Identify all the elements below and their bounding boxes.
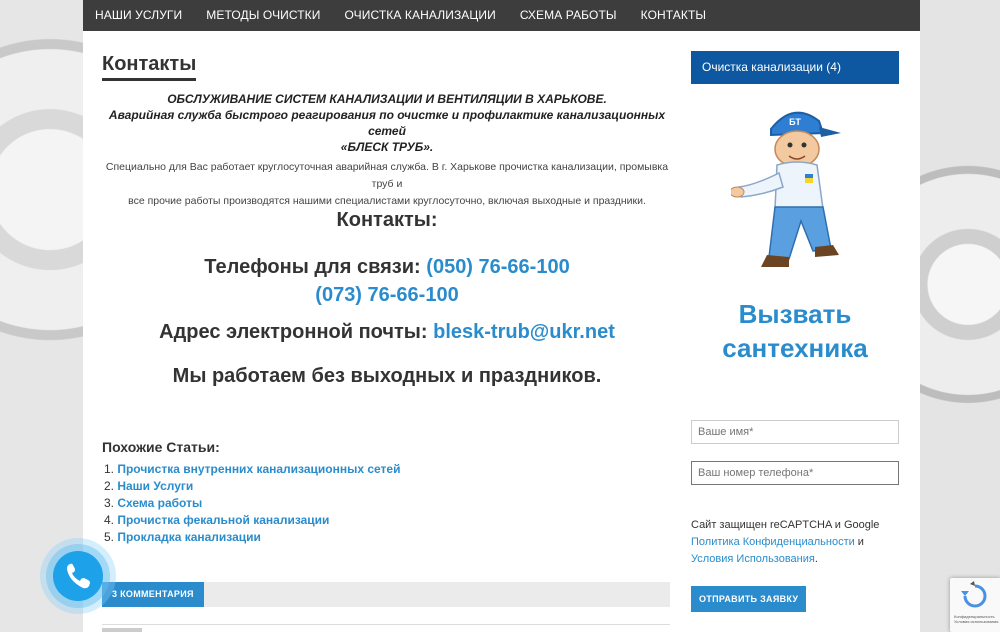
recaptcha-terms-text: Условия использования xyxy=(954,619,999,624)
call-line-1: Вызвать xyxy=(738,299,852,329)
page-title: Контакты xyxy=(102,53,196,81)
intro-line-3: «БЛЕСК ТРУБ». xyxy=(340,140,434,154)
related-articles-title: Похожие Статьи: xyxy=(102,439,220,455)
and-text: и xyxy=(854,536,864,548)
nav-item-methods[interactable]: МЕТОДЫ ОЧИСТКИ xyxy=(206,8,321,22)
call-button-core xyxy=(53,551,103,601)
phone-link-2[interactable]: (073) 76-66-100 xyxy=(315,284,459,306)
related-link[interactable]: Схема работы xyxy=(117,496,203,510)
call-button[interactable] xyxy=(40,538,116,614)
phone-input[interactable] xyxy=(691,461,899,485)
related-link[interactable]: Наши Услуги xyxy=(117,479,194,493)
plumber-mascot-image xyxy=(731,99,861,279)
email-link[interactable]: blesk-trub@ukr.net xyxy=(433,321,615,343)
intro-line-2: Аварийная служба быстрого реагирования по очистке и профилактике канализационных сетей xyxy=(108,108,666,138)
name-input[interactable] xyxy=(691,420,899,444)
call-line-2: сантехника xyxy=(722,333,868,363)
top-navigation xyxy=(83,0,920,31)
phones-block xyxy=(102,253,672,309)
background-right xyxy=(920,0,1000,632)
comments-tab[interactable]: 3 КОММЕНТАРИЯ xyxy=(102,582,204,607)
email-block xyxy=(102,321,672,344)
phone-link-1[interactable]: (050) 76-66-100 xyxy=(426,256,570,278)
list-item: 5. Прокладка канализации xyxy=(104,530,261,544)
recaptcha-badge[interactable] xyxy=(950,578,1000,632)
divider xyxy=(102,624,670,625)
email-label: Адрес электронной почты: xyxy=(159,321,428,343)
recaptcha-icon xyxy=(950,578,1000,614)
related-articles-list xyxy=(104,461,400,546)
nav-item-workflow[interactable]: СХЕМА РАБОТЫ xyxy=(519,8,617,22)
workdays-text: Мы работаем без выходных и праздников. xyxy=(172,365,602,387)
contacts-heading: Контакты: xyxy=(336,209,438,231)
related-link[interactable]: Прочистка внутренних канализационных сетей xyxy=(117,462,401,476)
related-link[interactable]: Прокладка канализации xyxy=(117,530,261,544)
intro-text-line-1: Специально для Вас работает круглосуточная аварийная служба. В г. Харькове прочистка канализации, промывка труб и xyxy=(105,161,669,190)
cap-badge-text: БТ xyxy=(789,117,801,127)
nav-item-sewer-cleaning[interactable]: ОЧИСТКА КАНАЛИЗАЦИИ xyxy=(344,8,496,22)
phone-icon xyxy=(53,551,103,601)
recaptcha-notice xyxy=(691,517,899,568)
list-item: 3. Схема работы xyxy=(104,496,203,510)
recaptcha-links xyxy=(954,614,998,624)
recaptcha-notice-text: Сайт защищен reCAPTCHA и Google xyxy=(691,519,880,531)
list-item: 1. Прочистка внутренних канализационных сетей xyxy=(104,462,401,476)
nav-item-services[interactable]: НАШИ УСЛУГИ xyxy=(95,8,183,22)
comment-avatar-stub xyxy=(102,628,142,632)
nav-item-contacts[interactable]: КОНТАКТЫ xyxy=(640,8,707,22)
period-text: . xyxy=(814,553,818,565)
intro-text-line-2: все прочие работы производятся нашими специалистами круглосуточно, включая выходные и праздники. xyxy=(128,195,646,207)
submit-request-button[interactable]: ОТПРАВИТЬ ЗАЯВКУ xyxy=(691,586,806,612)
privacy-policy-link[interactable]: Политика Конфиденциальности xyxy=(691,536,855,548)
intro-line-1: ОБСЛУЖИВАНИЕ СИСТЕМ КАНАЛИЗАЦИИ И ВЕНТИЛЯЦИИ В ХАРЬКОВЕ. xyxy=(167,92,607,106)
comments-bar xyxy=(102,582,670,607)
phones-label: Телефоны для связи: xyxy=(204,256,421,278)
intro-text xyxy=(102,159,672,210)
related-link[interactable]: Прочистка фекальной канализации xyxy=(117,513,330,527)
page-wrapper xyxy=(83,0,920,632)
recaptcha-privacy-text: Конфиденциальность xyxy=(954,614,995,619)
widget-title[interactable]: Очистка канализации (4) xyxy=(691,51,899,84)
intro-heading xyxy=(102,91,672,155)
call-plumber-heading xyxy=(691,297,899,365)
list-item: 4. Прочистка фекальной канализации xyxy=(104,513,330,527)
terms-link[interactable]: Условия Использования xyxy=(691,553,815,565)
list-item: 2. Наши Услуги xyxy=(104,479,194,493)
